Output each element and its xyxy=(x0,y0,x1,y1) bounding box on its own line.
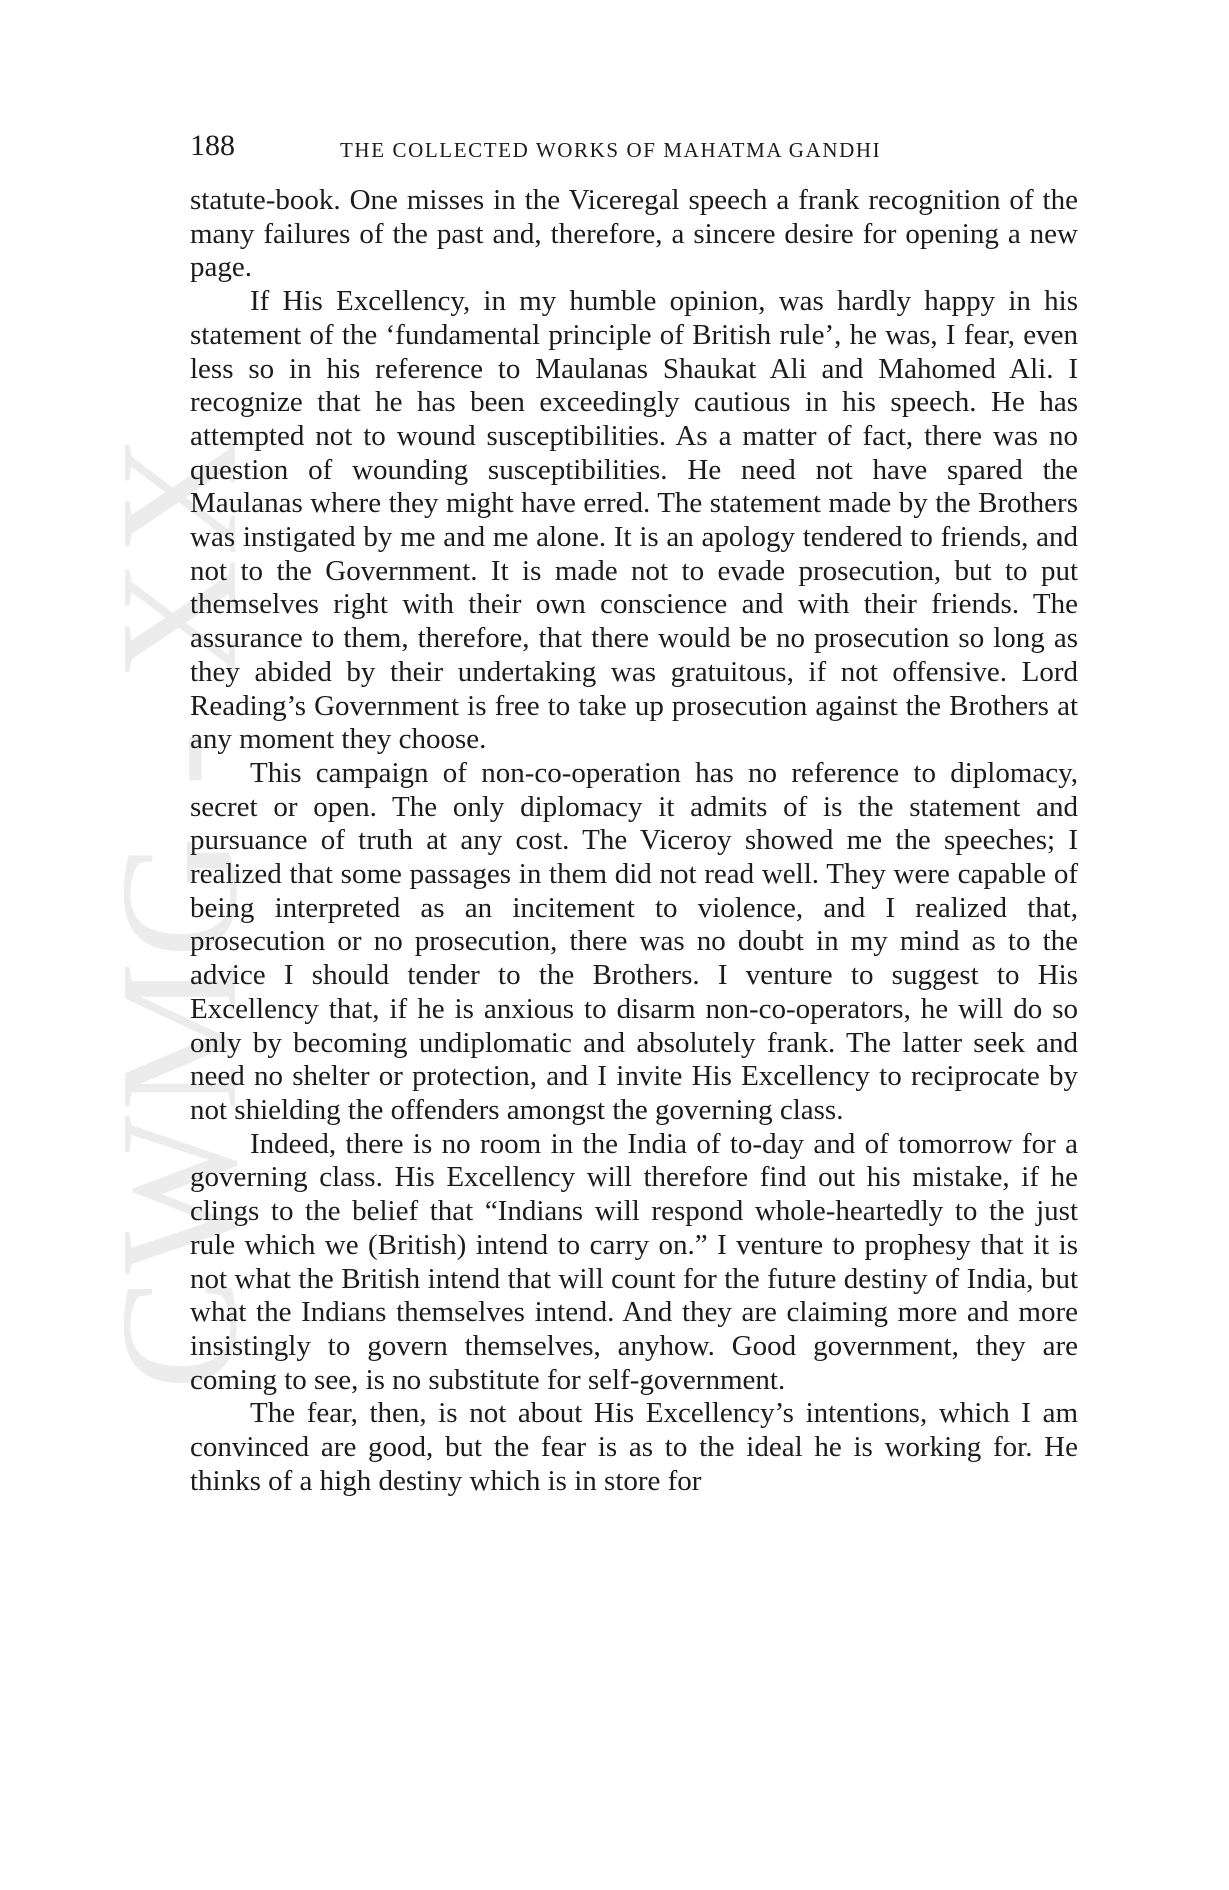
paragraph: Indeed, there is no room in the India of to-day and of tomorrow for a governing class. His Excellency will therefore find out his mistake, if he clings to the belief that “Indians will respond whole-heartedly to the just rule which we (British) intend to carry on.” I venture to prophesy that it is not what the British intend that will count for the future destiny of India, but what the Indians themselves intend. And they are claiming more and more insistingly to govern themselves, anyhow. Good government, they are coming to see, is no substitute for self-government. xyxy=(190,1127,1078,1396)
paragraph: The fear, then, is not about His Excellency’s intentions, which I am convinced are good, but the fear is as to the ideal he is working for. He thinks of a high destiny which is in store for xyxy=(190,1397,1078,1497)
paragraph: If His Excellency, in my humble opinion, was hardly happy in his statement of the ‘fundamental principle of British rule’, he was, I fear, even less so in his reference to Maulanas Shaukat Ali and Mahomed Ali. I recognize that he has been exceedingly cautious in his speech. He has attempted not to wound susceptibilities. As a matter of fact, there was no question of wounding susceptibilities. He need not have spared the Maulanas where they might have erred. The statement made by the Brothers was instigated by me and me alone. It is an apology tendered to friends, and not to the Government. It is made not to evade prosecution, but to put themselves right with their own conscience and with their friends. The assurance to them, therefore, that there would be no prosecution so long as they abided by their undertaking was gratuitous, if not offensive. Lord Reading’s Government is free to take up prosecution against the Brothers at any moment they choose. xyxy=(190,285,1078,756)
paragraph-continuation: statute-book. One misses in the Viceregal speech a frank recognition of the many failures of the past and, therefore, a sincere desire for opening a new page. xyxy=(190,184,1078,284)
paragraph: This campaign of non-co-operation has no reference to diplomacy, secret or open. The only diplomacy it admits of is the statement and pursuance of truth at any cost. The Viceroy showed me the speeches; I realized that some passages in them did not read well. They were capable of being interpreted as an incitement to violence, and I realized that, prosecution or no prosecution, there was no doubt in my mind as to the advice I should tender to the Brothers. I venture to suggest to His Excellency that, if he is anxious to disarm non-co-operators, he will do so only by becoming undiplomatic and absolutely frank. The latter seek and need no shelter or protection, and I invite His Excellency to reciprocate by not shielding the offenders amongst the governing class. xyxy=(190,756,1078,1126)
page-number: 188 xyxy=(190,129,235,162)
body-text xyxy=(190,184,1078,1498)
page-header xyxy=(190,128,1080,168)
running-head: THE COLLECTED WORKS OF MAHATMA GANDHI xyxy=(340,138,882,162)
watermark-text: CWMG - XX xyxy=(86,430,272,1390)
